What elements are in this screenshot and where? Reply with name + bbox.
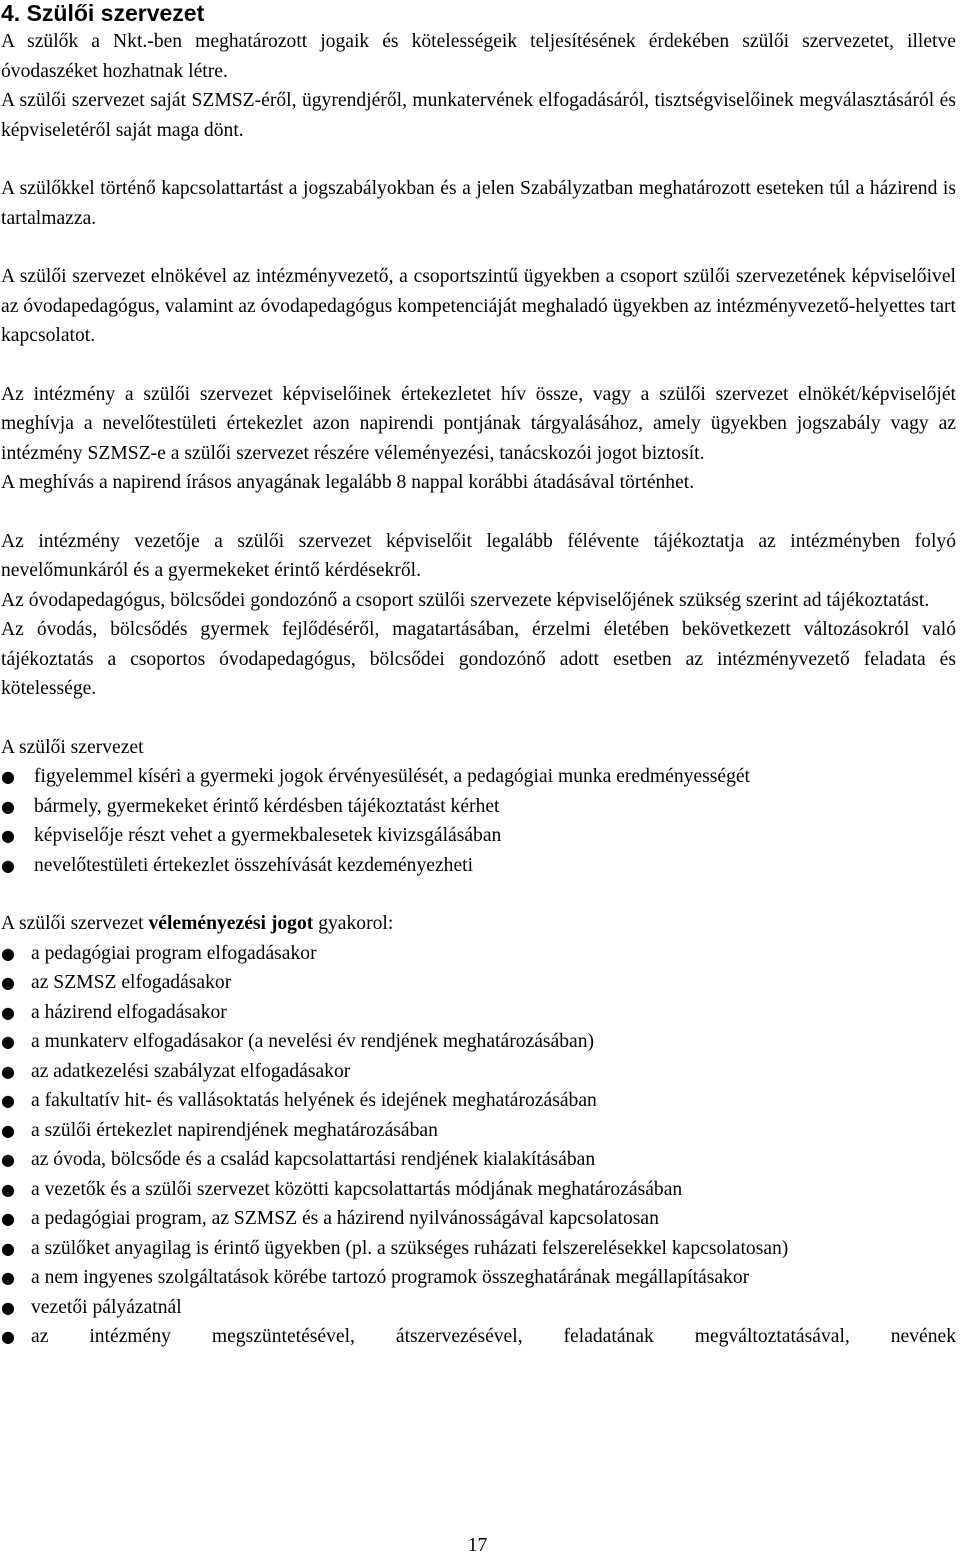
list-2-intro-suffix: gyakorol: — [313, 913, 394, 934]
spacer — [1, 351, 956, 380]
list-item — [1, 1234, 956, 1264]
list-item — [1, 762, 956, 792]
bullet-icon: ● — [1, 767, 15, 786]
list-item-text: vezetői pályázatnál — [31, 1296, 182, 1318]
list-item — [1, 1322, 956, 1352]
list-item — [1, 939, 956, 969]
list-item-text: a fakultatív hit- és vallásoktatás helyének és idejének meghatározásában — [31, 1090, 597, 1111]
list-item-text: a munkaterv elfogadásakor (a nevelési év rendjének meghatározásában) — [31, 1031, 595, 1052]
list-item-text: az adatkezelési szabályzat elfogadásakor — [31, 1060, 351, 1082]
paragraph-5: Az intézmény a szülői szervezet képviselőinek értekezletet hív össze, vagy a szülői szervezet elnökét/képviselőjét meghívja a nevelőtestületi értekezlet azon napirendi pontjának tárgyalásához, amely ügyekben jogszabály vagy az intézmény SZMSZ-e a szülői szervezet részére véleményezési, tanácskozói jogot biztosít. — [1, 383, 956, 464]
bullet-icon: ● — [1, 1268, 15, 1287]
spacer — [1, 704, 956, 733]
list-item — [1, 821, 956, 851]
paragraph-9: Az óvodás, bölcsődés gyermek fejlődéséről, magatartásában, érzelmi életében bekövetkezett változásokról való tájékoztatás a csoportos óvodapedagógus, bölcsődei gondozónő adott esetben az intézményvezető feladata és kötelessége. — [1, 619, 956, 699]
list-item — [1, 968, 956, 998]
list-item-text: a szülőket anyagilag is érintő ügyekben (pl. a szükséges ruházati felszerelésekkel kapcsolatosan) — [31, 1237, 789, 1259]
bullet-icon: ● — [1, 796, 15, 816]
bullet-icon: ● — [1, 973, 15, 992]
list-item-text: a vezetők és a szülői szervezet közötti kapcsolattartás módjának meghatározásában — [31, 1178, 683, 1200]
list-item-text: a szülői értekezlet napirendjének meghatározásában — [31, 1119, 438, 1141]
bullet-icon: ● — [1, 1150, 15, 1169]
list-item — [1, 1116, 956, 1146]
bullet-icon: ● — [1, 1120, 15, 1140]
bullet-icon: ● — [1, 1209, 15, 1228]
list-2-intro-prefix: A szülői szervezet — [1, 913, 149, 934]
bullet-icon: ● — [1, 855, 15, 875]
bullet-icon: ● — [1, 1238, 15, 1258]
list-item — [1, 1086, 956, 1116]
list-item-text: képviselője részt vehet a gyermekbalesetek kivizsgálásában — [34, 825, 502, 846]
bullet-icon: ● — [1, 1327, 15, 1346]
list-item-text: a nem ingyenes szolgáltatások körébe tartozó programok összeghatárának megállapításakor — [31, 1267, 750, 1288]
list-item-text: az óvoda, bölcsőde és a család kapcsolattartási rendjének kialakításában — [31, 1149, 596, 1170]
list-item-text: az SZMSZ elfogadásakor — [31, 972, 232, 993]
list-item — [1, 1175, 956, 1205]
bullet-icon: ● — [1, 1179, 15, 1199]
list-item — [1, 1204, 956, 1234]
paragraph-6: A meghívás a napirend írásos anyagának legalább 8 nappal korábbi átadásával történhet. — [1, 472, 695, 493]
list-2-intro — [1, 909, 956, 939]
document-body — [1, 0, 956, 1352]
list-item-text: az intézmény megszüntetésével, átszervezésével, feladatának megváltoztatásával, nevének — [31, 1326, 956, 1347]
paragraph-7: Az intézmény vezetője a szülői szervezet képviselőit legalább félévente tájékoztatja az intézményben folyó nevelőmunkáról és a gyermekeket érintő kérdésekről. — [1, 530, 956, 581]
list-item-text: figyelemmel kíséri a gyermeki jogok érvényesülését, a pedagógiai munka eredményességét — [34, 766, 751, 787]
parent-org-duties-list — [1, 762, 956, 880]
bullet-icon: ● — [1, 1297, 15, 1317]
spacer — [1, 233, 956, 262]
spacer — [1, 145, 956, 174]
page-number: 17 — [467, 1535, 488, 1556]
list-item — [1, 851, 956, 881]
bullet-icon: ● — [1, 943, 15, 963]
list-item-text: a pedagógiai program elfogadásakor — [31, 942, 317, 964]
paragraph-1: A szülők a Nkt.-ben meghatározott jogaik és kötelességeik teljesítésének érdekében szülői szervezetet, illetve óvodaszéket hozhatnak létre. — [1, 31, 956, 82]
list-1-intro: A szülői szervezet — [1, 736, 144, 758]
paragraph-4: A szülői szervezet elnökével az intézményvezető, a csoportszintű ügyekben a csoport szülői szervezetének képviselőivel az óvodapedagógus, valamint az óvodapedagógus kompetenciáját meghaladó ügyekben az intézményvezető-helyettes tart kapcsolatot. — [1, 266, 956, 346]
list-item-text: bármely, gyermekeket érintő kérdésben tájékoztatást kérhet — [34, 795, 500, 817]
list-item — [1, 1027, 956, 1057]
list-item-text: nevelőtestületi értekezlet összehívását kezdeményezheti — [34, 854, 474, 876]
opinion-rights-list — [1, 939, 956, 1352]
list-item — [1, 1263, 956, 1293]
list-item — [1, 1145, 956, 1175]
list-item — [1, 1293, 956, 1323]
section-heading: 4. Szülői szervezet — [1, 0, 205, 26]
list-item-text: a házirend elfogadásakor — [31, 1001, 227, 1023]
list-item — [1, 792, 956, 822]
list-item — [1, 998, 956, 1028]
bullet-icon: ● — [1, 1061, 15, 1081]
spacer — [1, 880, 956, 909]
list-item-text: a pedagógiai program, az SZMSZ és a házirend nyilvánosságával kapcsolatosan — [31, 1208, 659, 1229]
bullet-icon: ● — [1, 826, 15, 845]
bullet-icon: ● — [1, 1032, 15, 1051]
paragraph-8: Az óvodapedagógus, bölcsődei gondozónő a csoport szülői szervezete képviselőjének szükség szerint ad tájékoztatást. — [1, 589, 930, 611]
bullet-icon: ● — [1, 1091, 15, 1110]
paragraph-2: A szülői szervezet saját SZMSZ-éről, ügyrendjéről, munkatervének elfogadásáról, tisztségviselőinek megválasztásáról és képviseletéről saját maga dönt. — [1, 90, 956, 141]
list-item — [1, 1057, 956, 1087]
bullet-icon: ● — [1, 1002, 15, 1022]
list-2-intro-bold: véleményezési jogot — [148, 913, 314, 934]
paragraph-3: A szülőkkel történő kapcsolattartást a jogszabályokban és a jelen Szabályzatban meghatározott eseteken túl a házirend is tartalmazza. — [1, 178, 956, 229]
spacer — [1, 498, 956, 527]
